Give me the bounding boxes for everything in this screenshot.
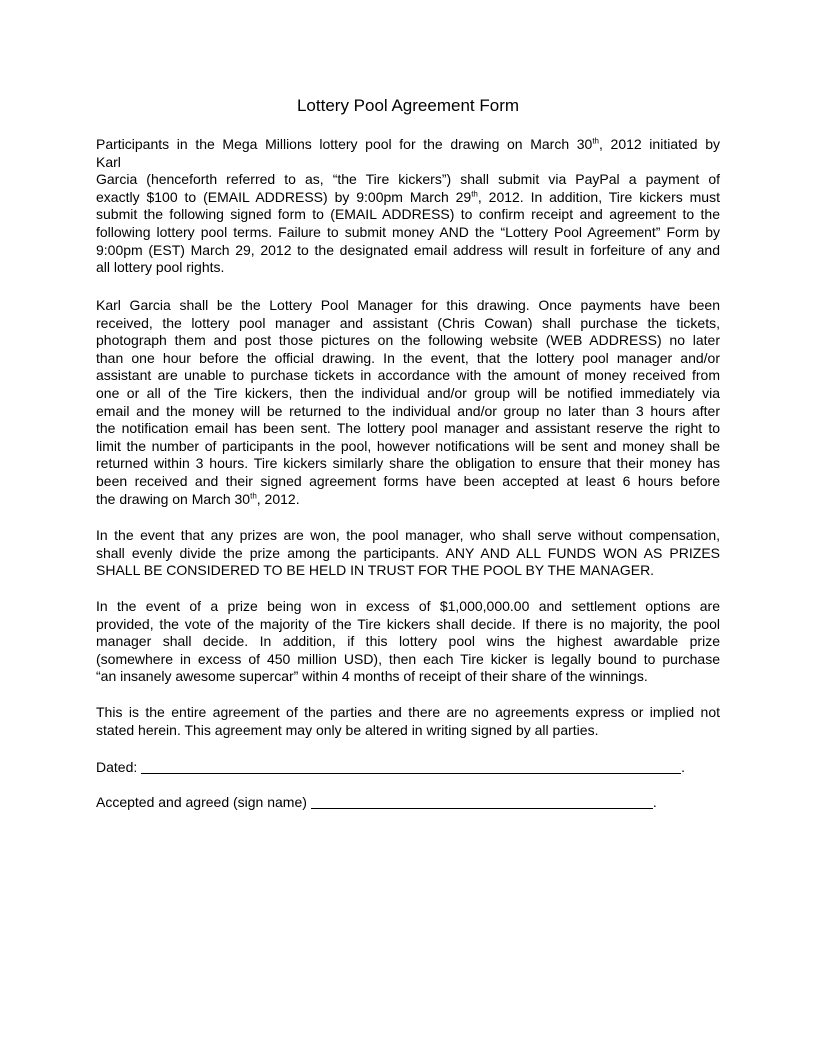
accepted-signature-blank[interactable] (311, 794, 653, 809)
paragraph-entire-agreement (96, 704, 720, 739)
accepted-period: . (652, 794, 657, 810)
paragraph-settlement (96, 598, 720, 686)
accepted-row (96, 793, 657, 811)
text-line: the notification email has been sent. The lottery pool manager and assistant reserve the right to (96, 420, 720, 437)
text-line: than one hour before the official drawing. In the event, that the lottery pool manager and/or (96, 349, 720, 366)
paragraph-participants (96, 136, 720, 277)
text-line: “an insanely awesome supercar” within 4 months of receipt of their share of the winnings. (96, 668, 648, 685)
dated-label: Dated: (96, 759, 138, 775)
text-line: returned within 3 hours. Tire kickers similarly share the obligation to ensure that their money has (96, 455, 720, 472)
accepted-label: Accepted and agreed (sign name) (96, 794, 307, 810)
text-line: This is the entire agreement of the parties and there are no agreements express or implied not (96, 704, 720, 720)
text-line: exactly $100 to (EMAIL ADDRESS) by 9:00pm March 29th, 2012. In addition, Tire kickers must (96, 188, 720, 205)
text-line: submit the following signed form to (EMAIL ADDRESS) to confirm receipt and agreement to the (96, 206, 720, 223)
dated-signature-blank[interactable] (141, 759, 681, 774)
text-line: email and the money will be returned to the individual and/or group no later than 3 hours after (96, 402, 720, 419)
text-line: SHALL BE CONSIDERED TO BE HELD IN TRUST FOR THE POOL BY THE MANAGER. (96, 562, 655, 579)
text-line: Karl (96, 153, 121, 170)
text-line: one or all of the Tire kickers, then the individual and/or group will be notified immediately via (96, 384, 720, 401)
text-line: manager shall decide. In addition, if this lottery pool wins the highest awardable prize (96, 633, 720, 650)
text-line: following lottery pool terms. Failure to submit money AND the “Lottery Pool Agreement” Form by (96, 223, 720, 240)
paragraph-pool-manager (96, 297, 720, 508)
text-line: been received and their signed agreement forms have been accepted at least 6 hours before (96, 472, 720, 489)
dated-period: . (681, 759, 686, 775)
dated-row (96, 758, 685, 776)
text-line: stated herein. This agreement may only be altered in writing signed by all parties. (96, 721, 599, 738)
text-line: all lottery pool rights. (96, 259, 225, 276)
text-line: In the event that any prizes are won, the pool manager, who shall serve without compensation, (96, 527, 720, 543)
text-line: assistant are unable to purchase tickets in accordance with the amount of money received from (96, 367, 720, 384)
text-line: photograph them and post those pictures on the following website (WEB ADDRESS) no later (96, 332, 720, 349)
text-line: received, the lottery pool manager and assistant (Chris Cowan) shall purchase the tickets, (96, 314, 720, 331)
text-line: (somewhere in excess of 450 million USD), then each Tire kicker is legally bound to purchase (96, 650, 720, 667)
text-line: 9:00pm (EST) March 29, 2012 to the designated email address will result in forfeiture of any and (96, 241, 720, 258)
text-line: Participants in the Mega Millions lottery pool for the drawing on March 30th, 2012 initiated by (96, 136, 720, 152)
document-title: Lottery Pool Agreement Form (296, 96, 520, 115)
paragraph-prizes (96, 527, 720, 580)
text-line: Karl Garcia shall be the Lottery Pool Manager for this drawing. Once payments have been (96, 297, 720, 313)
text-line: In the event of a prize being won in excess of $1,000,000.00 and settlement options are (96, 598, 720, 614)
text-line: limit the number of participants in the pool, however notifications will be sent and money shall be (96, 437, 720, 454)
text-line: shall evenly divide the prize among the participants. ANY AND ALL FUNDS WON AS PRIZES (96, 544, 720, 561)
text-line: the drawing on March 30th, 2012. (96, 490, 300, 507)
text-line: provided, the vote of the majority of the Tire kickers shall decide. If there is no majority, the pool (96, 615, 720, 632)
text-line: Garcia (henceforth referred to as, “the Tire kickers”) shall submit via PayPal a payment of (96, 171, 720, 188)
